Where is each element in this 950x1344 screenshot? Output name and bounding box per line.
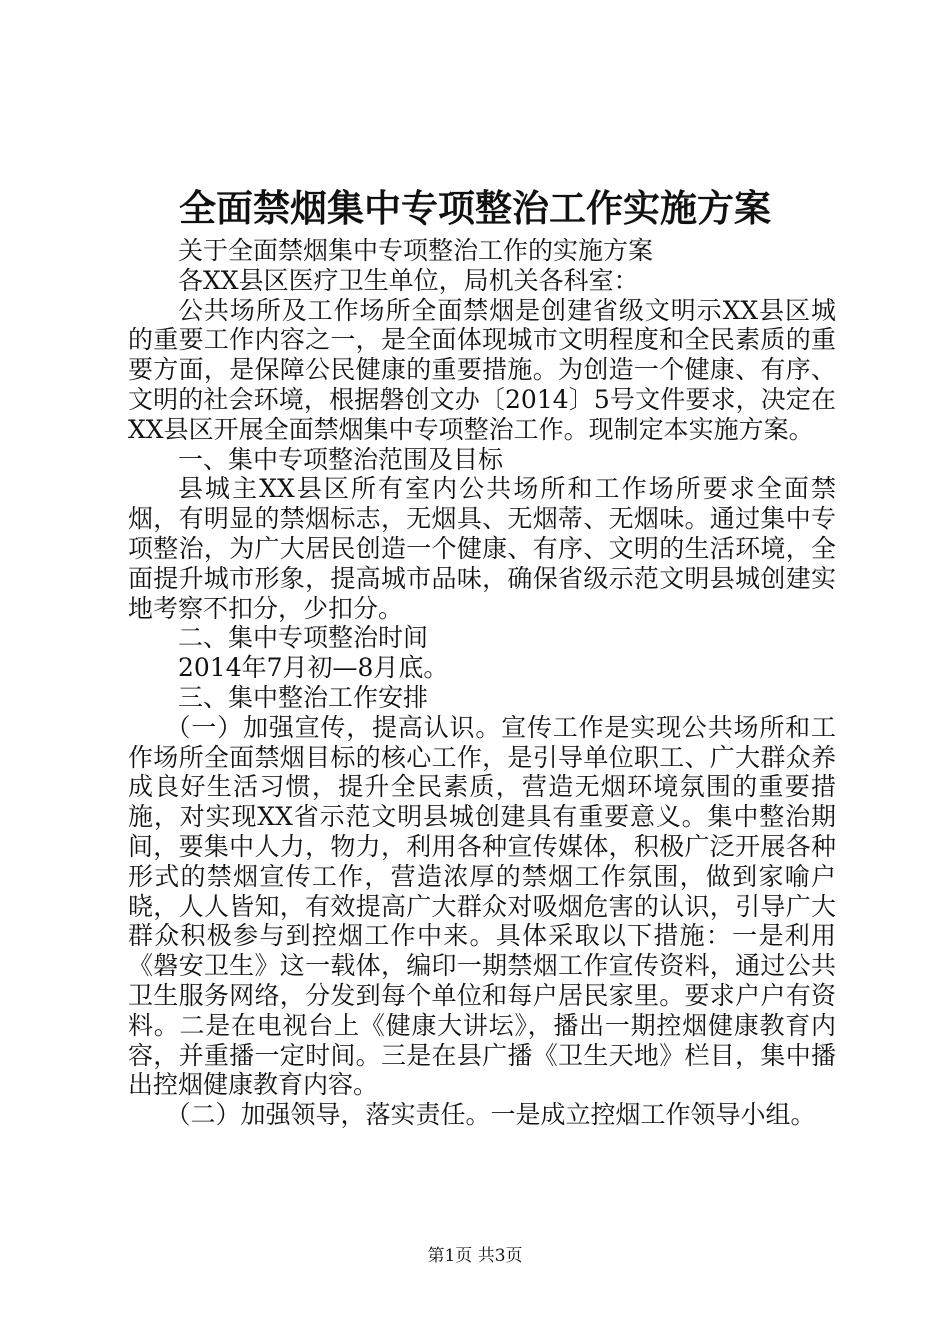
subtitle-paragraph: 关于全面禁烟集中专项整治工作的实施方案 [178, 236, 654, 265]
section-heading-1: 一、集中专项整治范围及目标 [178, 444, 504, 474]
page-number-footer: 第1页 共3页 [427, 1246, 523, 1266]
intro-paragraph: 公共场所及工作场所全面禁烟是创建省级文明示XX县区城的重要工作内容之一，是全面体现城市文明程度和全民素质的重要方面，是保障公民健康的重要措施。为创造一个健康、有序、文明的社会环境，根据磐创文办〔2014〕5号文件要求，决定在XX县区开展全面禁烟集中专项整治工作。现制定本实施方案。 [128, 295, 836, 444]
addressee-paragraph: 各XX县区医疗卫生单位，局机关各科室： [178, 265, 639, 295]
section-2-paragraph: 2014年7月初—8月底。 [178, 653, 449, 683]
section-heading-3: 三、集中整治工作安排 [178, 682, 429, 712]
section-3-item-1-paragraph: （一）加强宣传，提高认识。宣传工作是实现公共场所和工作场所全面禁烟目标的核心工作，是引导单位职工、广大群众养成良好生活习惯，提升全民素质，营造无烟环境氛围的重要措施，对实现XX省示范文明县城创建具有重要意义。集中整治期间，要集中人力，物力，利用各种宣传媒体，积极广泛开展各种形式的禁烟宣传工作，营造浓厚的禁烟工作氛围，做到家喻户晓，人人皆知，有效提高广大群众对吸烟危害的认识，引导广大群众积极参与到控烟工作中来。具体采取以下措施：一是利用《磐安卫生》这一载体，编印一期禁烟工作宣传资料，通过公共卫生服务网络，分发到每个单位和每户居民家里。要求户户有资料。二是在电视台上《健康大讲坛》，播出一期控烟健康教育内容，并重播一定时间。三是在县广播《卫生天地》栏目，集中播出控烟健康教育内容。 [128, 712, 836, 1100]
document-title: 全面禁烟集中专项整治工作实施方案 [179, 186, 771, 230]
section-heading-2: 二、集中专项整治时间 [178, 623, 429, 653]
section-3-item-2-paragraph: （二）加强领导，落实责任。一是成立控烟工作领导小组。 [165, 1100, 816, 1130]
document-body [128, 236, 836, 1130]
section-1-paragraph: 县城主XX县区所有室内公共场所和工作场所要求全面禁烟，有明显的禁烟标志，无烟具、无烟蒂、无烟味。通过集中专项整治，为广大居民创造一个健康、有序、文明的生活环境，全面提升城市形象，提高城市品味，确保省级示范文明县城创建实地考察不扣分，少扣分。 [128, 474, 836, 623]
